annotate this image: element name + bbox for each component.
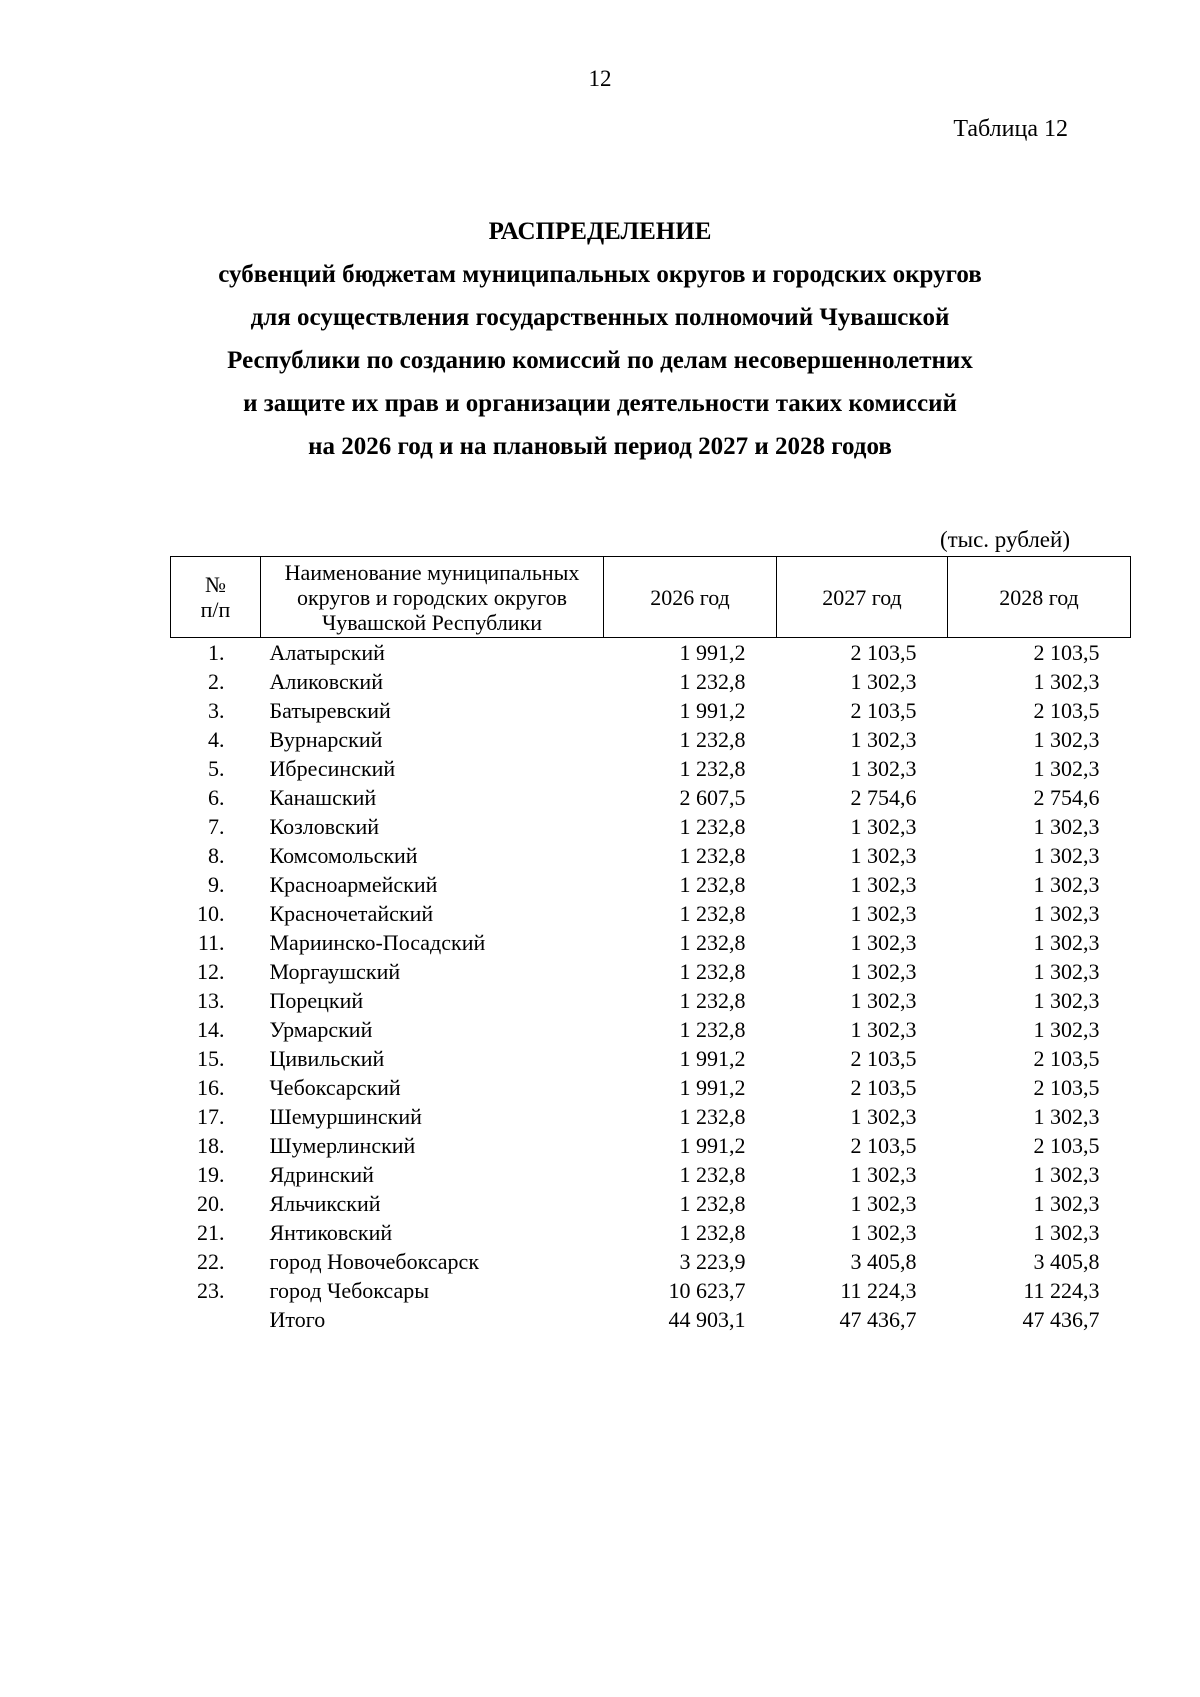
- row-value-2026: 1 232,8: [679, 843, 746, 868]
- header-name-line: Чувашской Республики: [321, 609, 543, 635]
- table-row: [171, 725, 1131, 754]
- row-value-2028: 1 302,3: [1033, 988, 1100, 1013]
- row-value-2027: 2 754,6: [850, 785, 917, 810]
- header-2028: 2028 год: [948, 557, 1131, 638]
- row-value-2027: 1 302,3: [850, 727, 917, 752]
- table-row: [171, 1102, 1131, 1131]
- total-row: [171, 1305, 1131, 1334]
- row-value-2028: 1 302,3: [1033, 1220, 1100, 1245]
- table-row: [171, 1044, 1131, 1073]
- row-name: Батыревский: [269, 698, 391, 723]
- row-name: Чебоксарский: [269, 1075, 401, 1100]
- header-2027: 2027 год: [777, 557, 948, 638]
- row-num: 5.: [208, 756, 225, 781]
- row-value-2026: 1 232,8: [679, 930, 746, 955]
- total-num: [171, 1305, 261, 1334]
- table-row: [171, 638, 1131, 668]
- row-value-2028: 1 302,3: [1033, 1104, 1100, 1129]
- row-value-2026: 1 232,8: [679, 872, 746, 897]
- row-name: Аликовский: [269, 669, 383, 694]
- table-row: [171, 841, 1131, 870]
- row-value-2028: 1 302,3: [1033, 727, 1100, 752]
- row-value-2026: 1 232,8: [679, 1191, 746, 1216]
- row-value-2027: 3 405,8: [850, 1249, 917, 1274]
- row-value-2028: 2 103,5: [1033, 1046, 1100, 1071]
- row-name: Ибресинский: [269, 756, 396, 781]
- table-row: [171, 812, 1131, 841]
- row-value-2028: 1 302,3: [1033, 959, 1100, 984]
- row-value-2027: 1 302,3: [850, 959, 917, 984]
- row-name: Мариинско-Посадский: [269, 930, 486, 955]
- table-row: [171, 928, 1131, 957]
- row-value-2026: 1 232,8: [679, 814, 746, 839]
- row-value-2028: 1 302,3: [1033, 669, 1100, 694]
- row-value-2028: 1 302,3: [1033, 756, 1100, 781]
- table-row: [171, 899, 1131, 928]
- row-value-2027: 1 302,3: [850, 756, 917, 781]
- row-value-2026: 10 623,7: [668, 1278, 746, 1303]
- row-value-2026: 1 232,8: [679, 901, 746, 926]
- row-value-2027: 1 302,3: [850, 1220, 917, 1245]
- row-value-2026: 1 232,8: [679, 669, 746, 694]
- row-num: 22.: [197, 1249, 225, 1274]
- table-row: [171, 783, 1131, 812]
- row-value-2026: 1 991,2: [679, 1046, 746, 1071]
- row-value-2027: 1 302,3: [850, 1104, 917, 1129]
- row-name: Ядринский: [269, 1162, 374, 1187]
- row-name: Моргаушский: [269, 959, 401, 984]
- row-name: Козловский: [269, 814, 380, 839]
- row-value-2028: 1 302,3: [1033, 1191, 1100, 1216]
- table-row: [171, 870, 1131, 899]
- row-name: Шумерлинский: [269, 1133, 416, 1158]
- row-num: 7.: [208, 814, 225, 839]
- row-value-2028: 1 302,3: [1033, 814, 1100, 839]
- row-num: 17.: [197, 1104, 225, 1129]
- page-number: 12: [588, 66, 612, 91]
- row-num: 8.: [208, 843, 225, 868]
- header-num: [171, 557, 261, 638]
- row-value-2028: 2 754,6: [1033, 785, 1100, 810]
- row-value-2028: 3 405,8: [1033, 1249, 1100, 1274]
- row-num: 3.: [208, 698, 225, 723]
- header-name-line: округов и городских округов: [296, 584, 568, 610]
- row-name: Цивильский: [269, 1046, 385, 1071]
- row-name: Порецкий: [269, 988, 364, 1013]
- row-num: 16.: [197, 1075, 225, 1100]
- row-num: 6.: [208, 785, 225, 810]
- row-value-2026: 1 232,8: [679, 1104, 746, 1129]
- row-value-2026: 1 232,8: [679, 959, 746, 984]
- table-row: [171, 957, 1131, 986]
- row-value-2027: 1 302,3: [850, 669, 917, 694]
- row-value-2028: 1 302,3: [1033, 1017, 1100, 1042]
- row-num: 20.: [197, 1191, 225, 1216]
- table-row: [171, 1160, 1131, 1189]
- row-num: 14.: [197, 1017, 225, 1042]
- table-row: [171, 1015, 1131, 1044]
- row-value-2027: 1 302,3: [850, 814, 917, 839]
- row-num: 19.: [197, 1162, 225, 1187]
- table-row: [171, 986, 1131, 1015]
- header-2026: 2026 год: [604, 557, 777, 638]
- units-note: (тыс. рублей): [939, 527, 1070, 552]
- row-value-2028: 1 302,3: [1033, 843, 1100, 868]
- total-value-2028: 47 436,7: [1022, 1307, 1100, 1332]
- row-value-2027: 11 224,3: [840, 1278, 917, 1303]
- row-value-2028: 1 302,3: [1033, 872, 1100, 897]
- row-name: Шемуршинский: [269, 1104, 422, 1129]
- row-value-2026: 1 232,8: [679, 1220, 746, 1245]
- row-num: 23.: [197, 1278, 225, 1303]
- title-line: и защите их прав и организации деятельности таких комиссий: [243, 390, 957, 417]
- row-value-2027: 1 302,3: [850, 843, 917, 868]
- total-value-2026: 44 903,1: [668, 1307, 746, 1332]
- row-value-2026: 1 991,2: [679, 640, 746, 665]
- table-row: [171, 1189, 1131, 1218]
- title-line: субвенций бюджетам муниципальных округов и городских округов: [218, 261, 982, 288]
- row-value-2028: 2 103,5: [1033, 1133, 1100, 1158]
- document-title: [0, 210, 1200, 468]
- row-value-2027: 2 103,5: [850, 698, 917, 723]
- row-value-2027: 1 302,3: [850, 901, 917, 926]
- row-value-2026: 1 232,8: [679, 1017, 746, 1042]
- row-value-2026: 1 991,2: [679, 1133, 746, 1158]
- header-num-line: п/п: [200, 597, 231, 622]
- row-name: город Новочебоксарск: [269, 1249, 480, 1274]
- row-value-2027: 1 302,3: [850, 1162, 917, 1187]
- row-value-2028: 1 302,3: [1033, 901, 1100, 926]
- header-name: [261, 557, 604, 638]
- row-value-2027: 1 302,3: [850, 930, 917, 955]
- row-name: Канашский: [269, 785, 377, 810]
- table-row: [171, 754, 1131, 783]
- row-name: Урмарский: [269, 1017, 373, 1042]
- row-name: Алатырский: [269, 640, 385, 665]
- total-label: Итого: [269, 1307, 326, 1332]
- row-value-2026: 1 991,2: [679, 1075, 746, 1100]
- row-value-2026: 1 232,8: [679, 988, 746, 1013]
- row-value-2028: 2 103,5: [1033, 640, 1100, 665]
- header-num-line: №: [205, 572, 226, 597]
- row-value-2027: 1 302,3: [850, 988, 917, 1013]
- row-value-2027: 1 302,3: [850, 1017, 917, 1042]
- title-line: РАСПРЕДЕЛЕНИЕ: [488, 218, 712, 245]
- row-name: Янтиковский: [269, 1220, 393, 1245]
- header-name-line: Наименование муниципальных: [284, 559, 580, 585]
- row-value-2028: 11 224,3: [1023, 1278, 1100, 1303]
- row-num: 1.: [208, 640, 225, 665]
- row-name: город Чебоксары: [269, 1278, 430, 1303]
- distribution-table: [170, 556, 1131, 1334]
- row-num: 15.: [197, 1046, 225, 1071]
- table-header-row: [171, 557, 1131, 638]
- row-value-2027: 2 103,5: [850, 640, 917, 665]
- row-num: 11.: [197, 930, 225, 955]
- row-value-2027: 1 302,3: [850, 1191, 917, 1216]
- table-row: [171, 1247, 1131, 1276]
- row-value-2027: 1 302,3: [850, 872, 917, 897]
- row-value-2028: 2 103,5: [1033, 1075, 1100, 1100]
- row-name: Яльчикский: [269, 1191, 381, 1216]
- table-label: Таблица 12: [953, 116, 1068, 142]
- table-row: [171, 667, 1131, 696]
- row-name: Красночетайский: [269, 901, 434, 926]
- row-num: 10.: [197, 901, 225, 926]
- row-value-2026: 1 232,8: [679, 1162, 746, 1187]
- row-value-2028: 1 302,3: [1033, 930, 1100, 955]
- row-num: 9.: [208, 872, 225, 897]
- table-row: [171, 1276, 1131, 1305]
- row-num: 18.: [197, 1133, 225, 1158]
- row-value-2027: 2 103,5: [850, 1075, 917, 1100]
- table-row: [171, 1073, 1131, 1102]
- row-num: 2.: [208, 669, 225, 694]
- total-value-2027: 47 436,7: [839, 1307, 917, 1332]
- row-value-2028: 1 302,3: [1033, 1162, 1100, 1187]
- row-num: 4.: [208, 727, 225, 752]
- title-line: на 2026 год и на плановый период 2027 и 2028 годов: [308, 433, 892, 460]
- row-num: 12.: [197, 959, 225, 984]
- title-line: Республики по созданию комиссий по делам несовершеннолетних: [227, 347, 973, 374]
- row-value-2026: 2 607,5: [679, 785, 746, 810]
- row-value-2027: 2 103,5: [850, 1046, 917, 1071]
- row-num: 13.: [197, 988, 225, 1013]
- row-value-2026: 1 991,2: [679, 698, 746, 723]
- row-value-2026: 1 232,8: [679, 756, 746, 781]
- table-row: [171, 1131, 1131, 1160]
- row-value-2026: 3 223,9: [679, 1249, 746, 1274]
- row-value-2026: 1 232,8: [679, 727, 746, 752]
- title-line: для осуществления государственных полномочий Чувашской: [250, 304, 950, 331]
- table-row: [171, 1218, 1131, 1247]
- row-value-2028: 2 103,5: [1033, 698, 1100, 723]
- row-value-2027: 2 103,5: [850, 1133, 917, 1158]
- row-name: Красноармейский: [269, 872, 438, 897]
- row-num: 21.: [197, 1220, 225, 1245]
- table-row: [171, 696, 1131, 725]
- row-name: Комсомольский: [269, 843, 418, 868]
- row-name: Вурнарский: [269, 727, 383, 752]
